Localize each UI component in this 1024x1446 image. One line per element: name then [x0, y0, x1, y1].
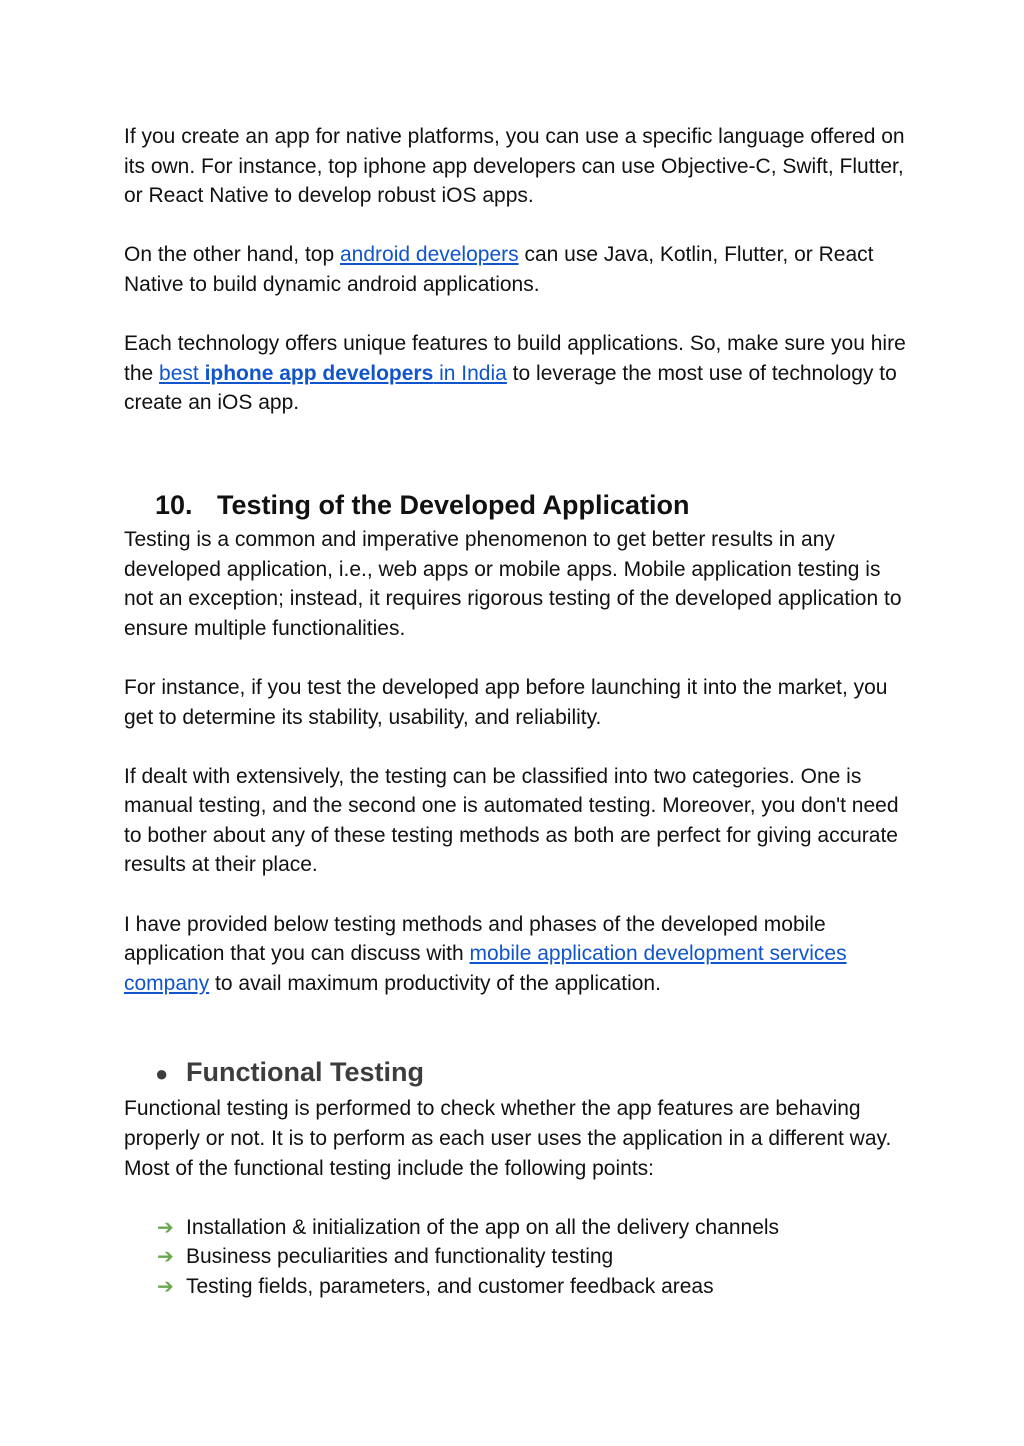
list-item-text: Testing fields, parameters, and customer feedback areas	[186, 1275, 714, 1298]
paragraph-text: to avail maximum productivity of the application.	[209, 971, 661, 995]
list-item	[157, 1272, 914, 1302]
paragraph-text: On the other hand, top	[124, 243, 340, 267]
paragraph-testing-categories: If dealt with extensively, the testing can be classified into two categories. One is manual testing, and the second one is automated testing. Moreover, you don't need to bother about any of these testing methods as both are perfect for giving accurate results at their place.	[124, 764, 899, 877]
functional-testing-list	[124, 1213, 914, 1302]
list-item-text: Business peculiarities and functionality testing	[186, 1245, 614, 1269]
paragraph-testing-instance: For instance, if you test the developed app before launching it into the market, you get to determine its stability, usability, and reliability.	[124, 675, 888, 729]
paragraph-text: I have provided below testing methods and phases of the developed mobile application that you can discuss with	[124, 912, 826, 966]
paragraph-text: Each technology offers unique features to build applications. So, make sure you hire the	[124, 332, 906, 385]
paragraph-text: to leverage the most use of technology to create an iOS app.	[124, 361, 897, 415]
section-heading-testing	[124, 485, 914, 525]
list-item	[157, 1242, 914, 1272]
list-item	[157, 1213, 914, 1243]
mobile-app-services-link[interactable]: mobile application development services company	[124, 942, 847, 995]
paragraph-text: can use Java, Kotlin, Flutter, or React Native to build dynamic android applications.	[124, 243, 874, 296]
paragraph-testing-methods	[124, 910, 914, 999]
arrow-icon: ➔	[157, 1244, 174, 1269]
paragraph-testing-intro: Testing is a common and imperative phenomenon to get better results in any developed application, i.e., web apps or mobile apps. Mobile application testing is not an exception; instead, it requires rigorous testing of the developed application to ensure multiple functionalities.	[124, 527, 902, 640]
section-number: 10.	[155, 489, 193, 520]
paragraph-hire-developers	[124, 329, 914, 418]
link-text-bold: iphone app developers	[204, 361, 434, 385]
paragraph-native-platforms: If you create an app for native platforms, you can use a specific language offered on its own. For instance, top iphone app developers can use Objective-C, Swift, Flutter, or React Native to develop robust iOS apps.	[124, 125, 905, 208]
document-page	[124, 122, 914, 1302]
subheading-title: Functional Testing	[186, 1057, 424, 1088]
list-item-text: Installation & initialization of the app on all the delivery channels	[186, 1215, 780, 1239]
link-text: in India	[433, 361, 507, 385]
bullet-icon: ●	[155, 1061, 169, 1087]
section-title: Testing of the Developed Application	[217, 489, 690, 520]
arrow-icon: ➔	[157, 1214, 174, 1239]
subheading-functional-testing	[124, 1052, 914, 1094]
android-developers-link[interactable]: android developers	[340, 243, 519, 267]
paragraph-functional-testing: Functional testing is performed to check whether the app features are behaving properly or not. It is to perform as each user uses the application in a different way. Most of the functional testing include the following points:	[124, 1097, 892, 1180]
link-text: best	[159, 361, 205, 385]
arrow-icon: ➔	[157, 1274, 174, 1298]
paragraph-android-developers	[124, 240, 914, 299]
iphone-app-developers-link[interactable]	[159, 362, 507, 385]
